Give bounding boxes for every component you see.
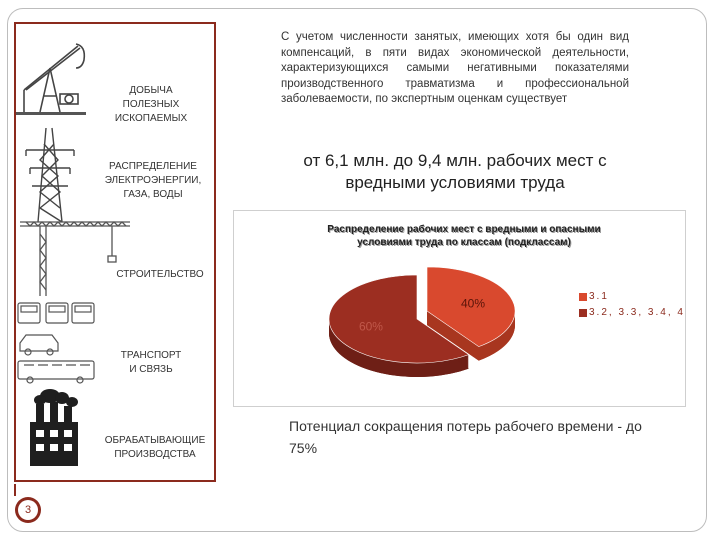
page-number-badge (15, 497, 41, 523)
crane-icon (16, 216, 136, 298)
pie-slice-value-label: 60% (358, 319, 383, 334)
headline: от 6,1 млн. до 9,4 млн. рабочих мест с вредными условиями труда (303, 151, 607, 192)
industry-construction (16, 216, 218, 298)
vehicles-icon (16, 299, 106, 385)
industry-label: ДОБЫЧА ПОЛЕЗНЫХ ИСКОПАЕМЫХ (114, 85, 188, 124)
factory-icon (16, 386, 96, 470)
industry-manufacturing (16, 386, 218, 470)
page-number: 3 (18, 500, 38, 520)
industry-mining (16, 32, 218, 122)
legend-item (579, 305, 685, 321)
legend-label: 3.2, 3.3, 3.4, 4 (589, 307, 685, 318)
industry-panel (14, 22, 216, 482)
industry-label: РАСПРЕДЕЛЕНИЕ ЭЛЕКТРОЭНЕРГИИ, ГАЗА, ВОДЫ (104, 161, 202, 200)
power-tower-icon (16, 124, 96, 229)
legend-label: 3.1 (589, 291, 609, 302)
legend-swatch-icon (579, 309, 587, 317)
chart-legend (579, 289, 685, 321)
industry-label: СТРОИТЕЛЬСТВО (116, 269, 204, 280)
oil-pump-icon (16, 32, 96, 122)
pie-slice-value-label: 40% (461, 296, 486, 311)
chart-title: Распределение рабочих мест с вредными и опасными условиями труда по классам (подклассам) (327, 224, 601, 248)
industry-label: ОБРАБАТЫВАЮЩИЕ ПРОИЗВОДСТВА (104, 435, 206, 460)
legend-item (579, 289, 685, 305)
intro-paragraph: С учетом численности занятых, имеющих хотя бы один вид компенсаций, в пяти видах экономической деятельности, характеризующихся самыми негативными показателями производственного травматизма и профессиональной заболеваемости, по экспертным оценкам существует (281, 31, 629, 105)
legend-swatch-icon (579, 293, 587, 301)
pie-chart (233, 210, 686, 407)
industry-energy (16, 124, 218, 229)
footer-text: Потенциал сокращения потерь рабочего времени - до 75% (289, 418, 642, 456)
industry-transport (16, 299, 218, 385)
sidebar-rule (14, 484, 16, 496)
industry-label: ТРАНСПОРТ И СВЯЗЬ (120, 350, 182, 375)
